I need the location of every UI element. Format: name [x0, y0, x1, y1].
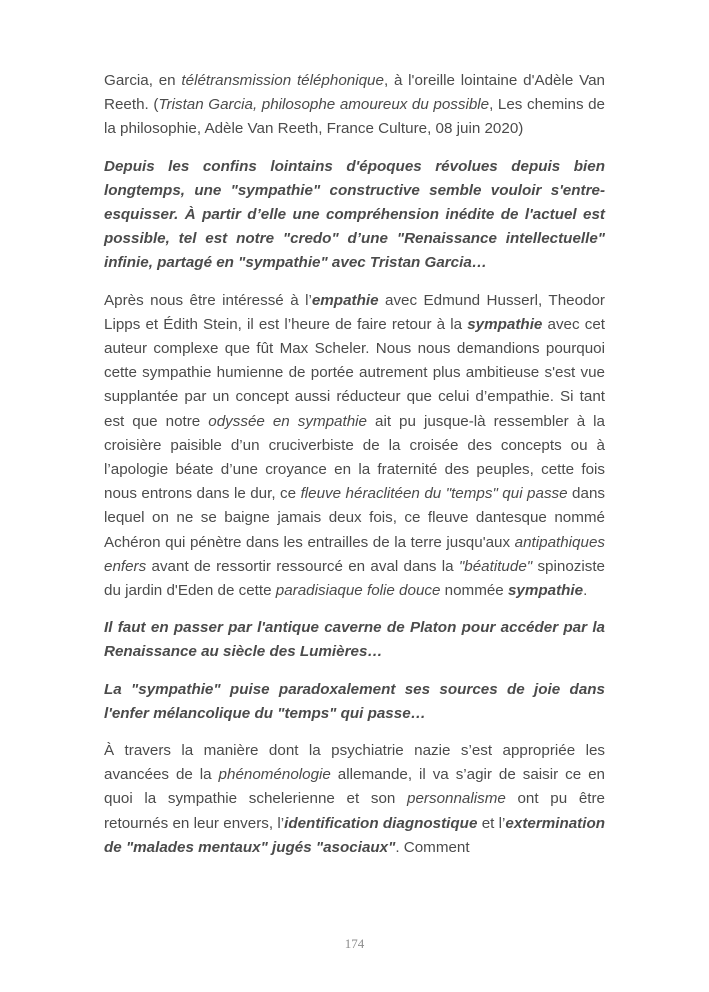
paragraph [104, 69, 605, 142]
text-run: ait pu jusque-là ressembler à la croisière paisible d’un cruciverbiste de la croisée des concepts ou à l’apologie béate d’une croyance en la fraternité des peuples, cette fois nous entrons dans le dur, ce [104, 412, 606, 503]
paragraph [104, 678, 605, 726]
paragraph [104, 739, 605, 860]
text-run: empathie [311, 291, 379, 309]
text-run: . Comment [395, 838, 470, 856]
text-run: "béatitude" [458, 557, 533, 575]
text-run: avant de ressortir ressourcé en aval dans la [146, 557, 459, 575]
text-run: paradisiaque folie douce [275, 582, 441, 600]
text-run: et l’ [477, 814, 506, 832]
text-run: télétransmission téléphonique [181, 72, 384, 89]
text-run: dans lequel on ne se baigne jamais deux fois, ce fleuve dantesque nommé Achéron qui pénètre dans les entrailles de la terre jusqu'aux [104, 485, 605, 551]
text-run: odyssée en sympathie [208, 412, 367, 430]
text-run: extermination de "malades mentaux" jugés "asociaux" [104, 814, 606, 856]
text-run: identification diagnostique [284, 814, 478, 832]
text-run: , à l'oreille lointaine d'Adèle Van Reeth. ( [104, 72, 605, 114]
paragraph [104, 155, 605, 276]
page-number: 174 [344, 936, 365, 951]
text-run: Après nous être intéressé à l’ [104, 291, 312, 309]
text-run: spinoziste du jardin d'Eden de cette [104, 557, 605, 600]
text-run: ont pu être retournés en leur envers, l’ [104, 790, 605, 832]
text-run: phénoménologie [218, 766, 331, 784]
text-run: sympathie [467, 315, 543, 333]
text-run: fleuve héraclitéen du "temps" qui passe [300, 485, 568, 503]
paragraph [104, 289, 605, 604]
text-run: À travers la manière dont la psychiatrie nazie s’est appropriée les avancées de la [104, 742, 605, 784]
text-run: Garcia, en [104, 72, 182, 89]
text-run: avec Edmund Husserl, Theodor Lipps et Édith Stein, il est l’heure de faire retour à la [104, 291, 605, 333]
text-run: allemande, il va s’agir de saisir ce en quoi la sympathie schelerienne et son [104, 766, 606, 808]
text-run: . [583, 582, 588, 600]
text-run: nommée [440, 582, 508, 600]
text-run: sympathie [507, 582, 584, 600]
text-run: personnalisme [407, 790, 506, 808]
paragraph [104, 616, 605, 664]
text-run: avec cet auteur complexe que fût Max Scheler. Nous nous demandions pourquoi cette sympathie humienne de portée autrement plus ambitieuse s'est vue supplantée par un concept aussi réducteur que celui d’empathie. Si tant est que notre [104, 315, 606, 430]
text-run: , Les chemins de la philosophie, Adèle Van Reeth, France Culture, 08 juin 2020) [104, 96, 605, 138]
text-run: Tristan Garcia, philosophe amoureux du possible [158, 96, 490, 114]
text-run: Il faut en passer par l'antique caverne de Platon pour accéder par la Renaissance au siècle des Lumières… [104, 619, 605, 661]
text-run: Depuis les confins lointains d'époques révolues depuis bien longtemps, une "sympathie" constructive semble vouloir s'entre-esquisser. À partir d’elle une compréhension inédite de l'actuel est possible, tel est notre "credo" d’une "Renaissance intellectuelle" infinie, partagé en "sympathie" avec Tristan Garcia… [104, 157, 605, 272]
document-body [104, 69, 605, 873]
text-run: antipathiques enfers [104, 533, 605, 575]
text-run: La "sympathie" puise paradoxalement ses sources de joie dans l'enfer mélancolique du "temps" qui passe… [104, 680, 605, 722]
